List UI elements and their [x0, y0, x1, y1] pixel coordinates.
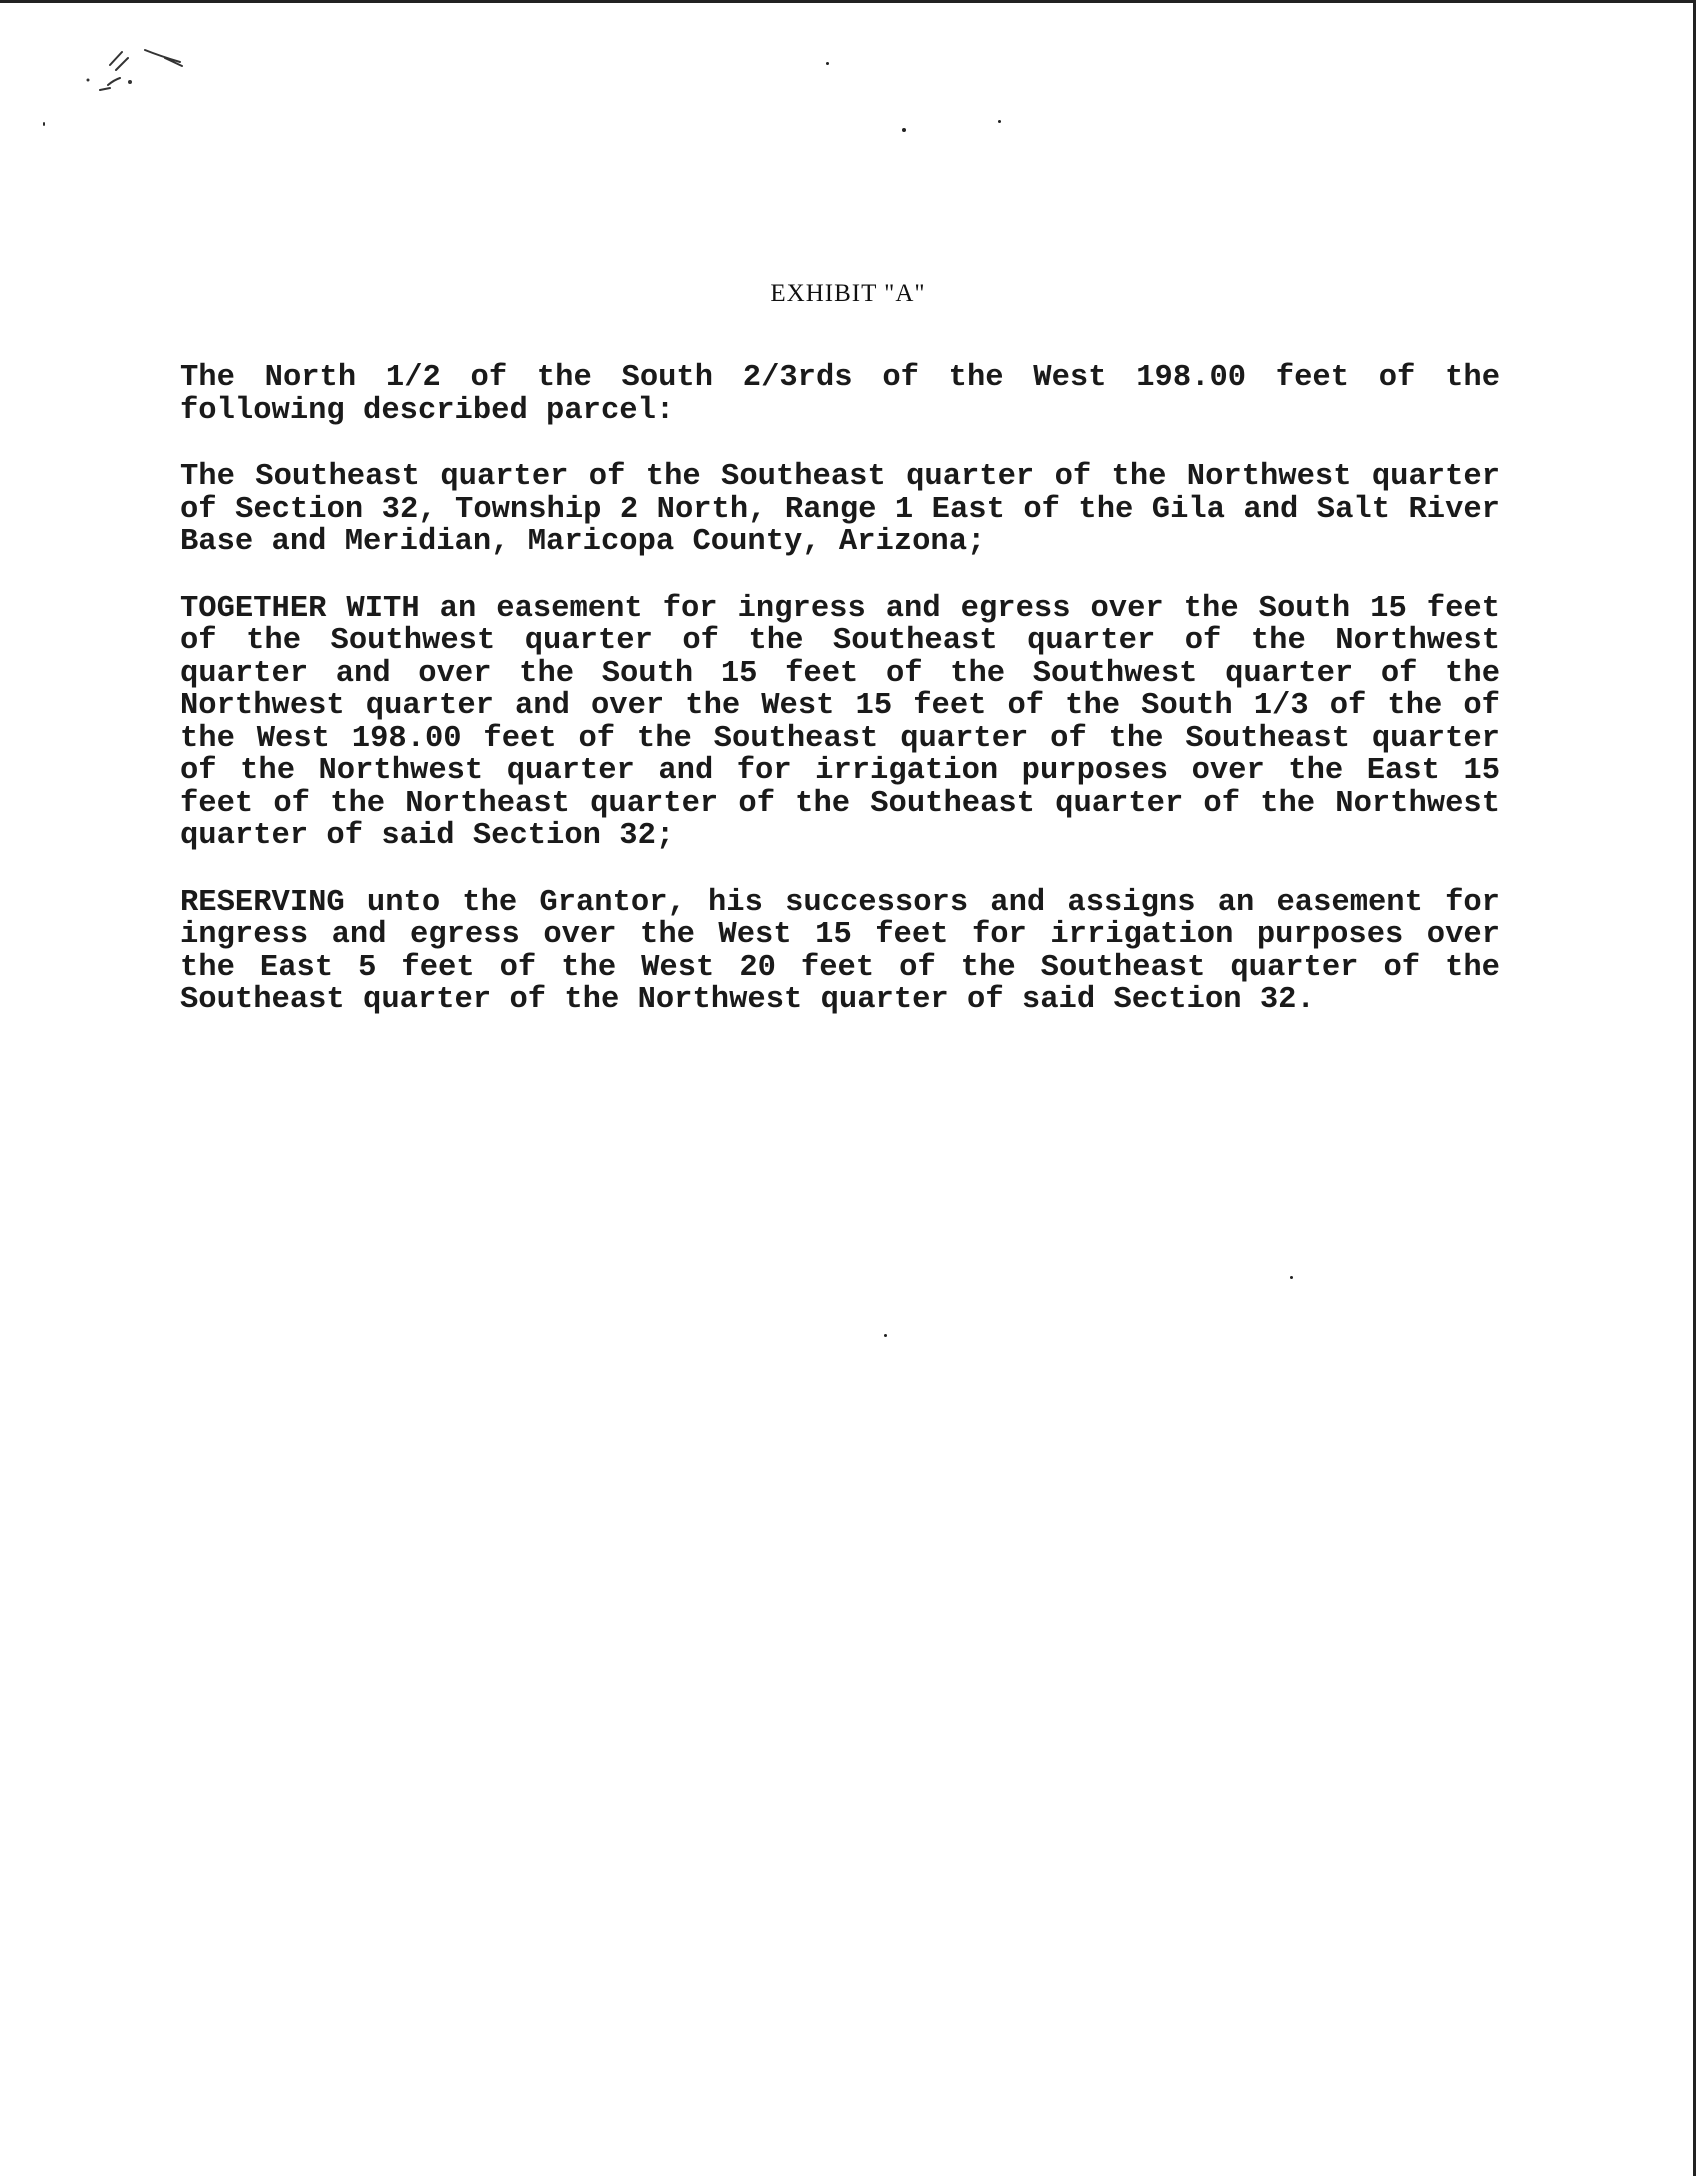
reservation-paragraph: RESERVING unto the Grantor, his successors and assigns an easement for ingress and egress over the West 15 feet for irrigation purposes over the East 5 feet of the West 20 feet of the Southeast quarter of the Southeast quarter of the Northwest quarter of said Section 32.	[180, 885, 1500, 1017]
location-paragraph: The Southeast quarter of the Southeast quarter of the Northwest quarter of Section 32, Township 2 North, Range 1 East of the Gila and Salt River Base and Meridian, Maricopa County, Arizona;	[180, 460, 1500, 559]
scan-speck	[1290, 1276, 1293, 1279]
easement-paragraph: TOGETHER WITH an easement for ingress and egress over the South 15 feet of the Southwest quarter of the Southeast quarter of the Northwest quarter and over the South 15 feet of the Southwest quarter of the Northwest quarter and over the West 15 feet of the South 1/3 of the of the West 198.00 feet of the Southeast quarter of the Southeast quarter of the Northwest quarter and for irrigation purposes over the East 15 feet of the Northeast quarter of the Southeast quarter of the Northwest quarter of said Section 32;	[180, 591, 1500, 853]
scan-speck	[902, 128, 906, 132]
page-edge-top	[0, 0, 1696, 3]
exhibit-title: EXHIBIT "A"	[770, 280, 926, 307]
handwritten-mark	[70, 30, 190, 110]
scan-speck	[884, 1334, 887, 1337]
scan-speck	[826, 62, 829, 65]
scan-speck	[43, 122, 45, 126]
legal-description	[180, 362, 1500, 1051]
scan-speck	[998, 120, 1001, 123]
parcel-paragraph: The North 1/2 of the South 2/3rds of the West 198.00 feet of the following described parcel:	[180, 361, 1500, 428]
